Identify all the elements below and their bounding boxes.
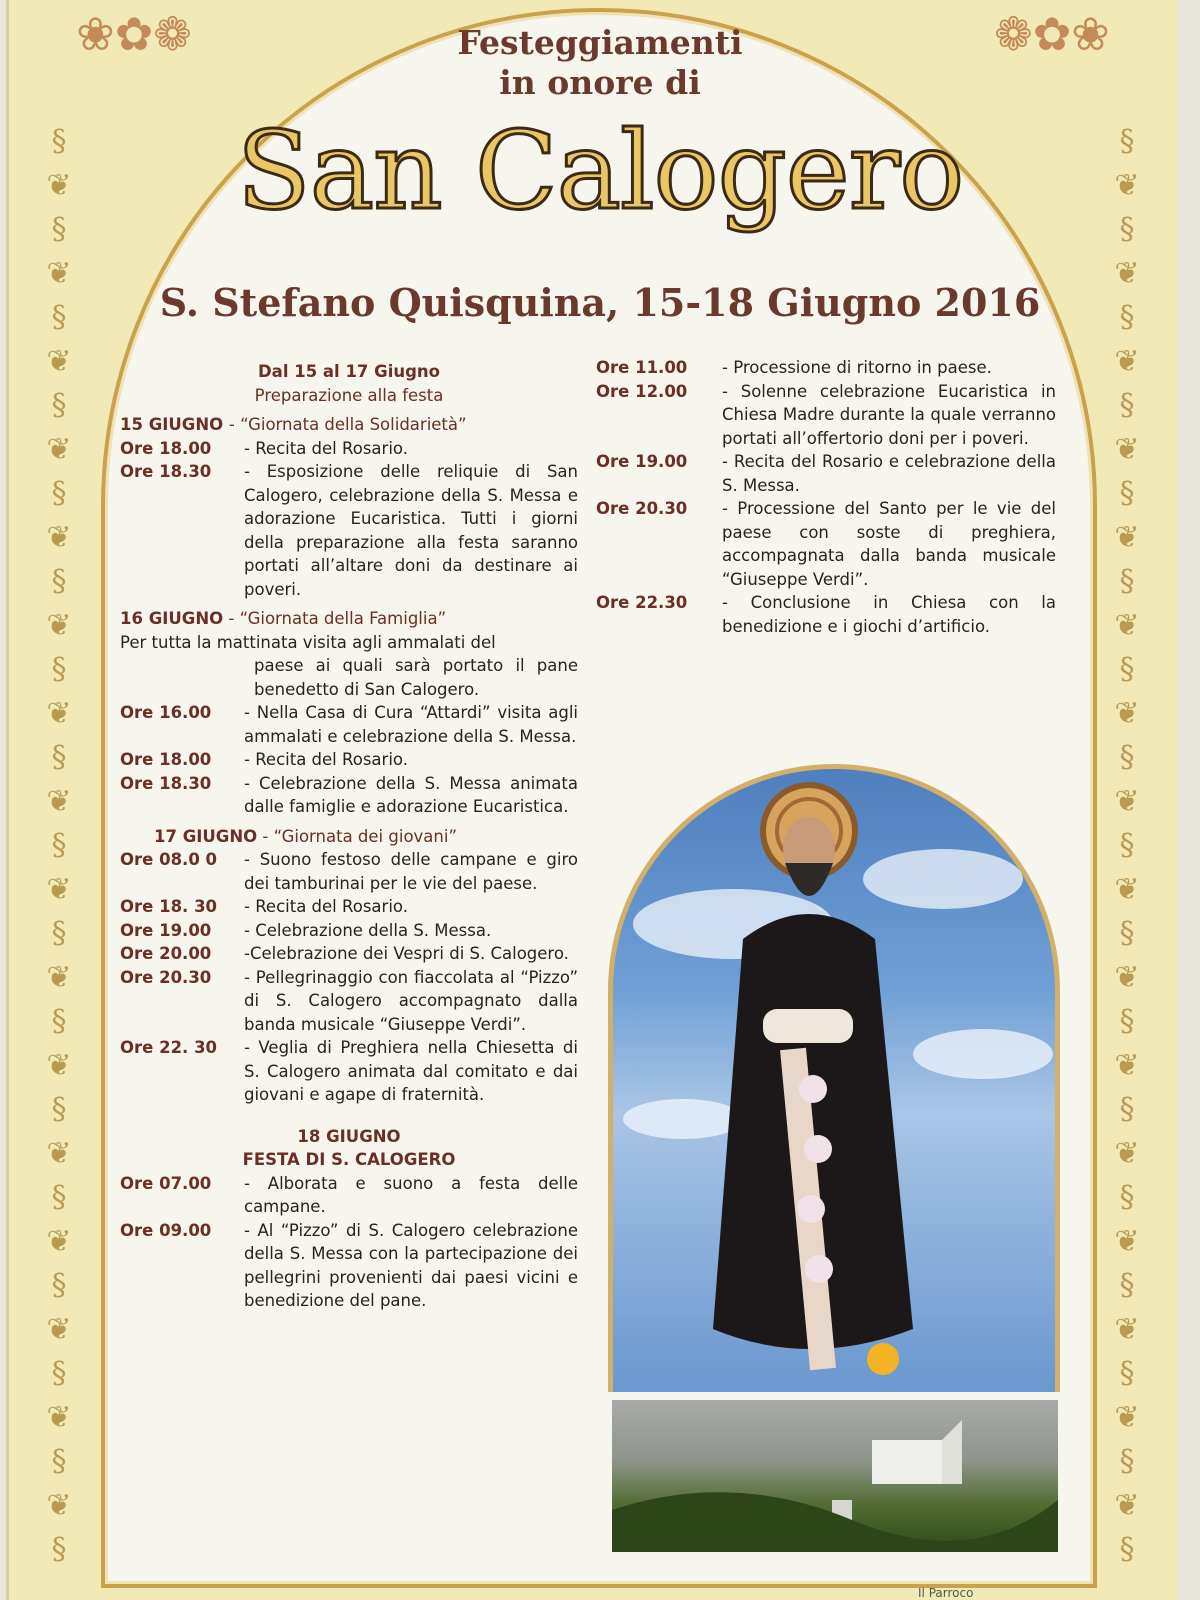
schedule-entry [596, 450, 1056, 497]
entry-time: Ore 18.00 [120, 438, 212, 458]
day16-entries [120, 701, 578, 819]
schedule-entry [120, 460, 578, 601]
entry-time: Ore 19.00 [120, 920, 212, 940]
entry-time: Ore 22. 30 [120, 1038, 218, 1057]
schedule-entry [120, 966, 578, 1037]
day17-entries [120, 848, 578, 1107]
floral-corner-left-icon: ❀✿❁ [76, 7, 192, 61]
entry-text: - Celebrazione della S. Messa. [244, 920, 492, 940]
entry-text: - Recita del Rosario e celebrazione della S. Messa. [722, 452, 1056, 495]
entry-text: - Pellegrinaggio con fiaccolata al “Pizzo” di S. Calogero accompagnato dalla banda musicale “Giuseppe Verdi”. [244, 967, 578, 1034]
entry-time: Ore 20.30 [596, 499, 688, 518]
day-label: 16 GIUGNO [120, 609, 224, 628]
ornament-border-left: § ❦ § ❦ § ❦ § ❦ § ❦ § ❦ § ❦ § ❦ § ❦ § ❦ § ❦ § ❦ § ❦ § ❦ § ❦ § ❦ § [46, 124, 72, 1567]
footer-signature: Il Parroco [918, 1586, 974, 1600]
entry-text: - Recita del Rosario. [244, 750, 408, 769]
location-date: S. Stefano Quisquina, 15-18 Giugno 2016 [159, 280, 1041, 325]
schedule-entry [120, 1219, 578, 1313]
schedule-entry [596, 591, 1056, 638]
floral-corner-right-icon: ❁✿❀ [994, 7, 1110, 61]
intro-title: Dal 15 al 17 Giugno [257, 362, 440, 381]
schedule-entry [120, 772, 578, 819]
day18-continued-entries [596, 356, 1056, 638]
schedule-right-column [596, 356, 1056, 638]
page-title: San Calogero [236, 109, 964, 234]
day-heading [120, 825, 578, 849]
day-name: - “Giornata della Solidarietà” [228, 415, 467, 434]
day16-note-first: Per tutta la mattinata visita agli ammalati del [120, 632, 496, 652]
entry-time: Ore 07.00 [120, 1173, 212, 1193]
schedule-entry [120, 848, 578, 895]
entry-time: Ore 19.00 [596, 452, 688, 471]
saint-statue-icon [613, 769, 1065, 1397]
schedule-entry [596, 356, 1056, 380]
entry-time: Ore 08.0 0 [120, 850, 218, 869]
entry-text: - Nella Casa di Cura “Attardi” visita agli ammalati e celebrazione della S. Messa. [244, 703, 578, 746]
day-name: - “Giornata della Famiglia” [223, 609, 447, 628]
header-line2: in onore di [499, 63, 701, 102]
entry-time: Ore 22.30 [596, 593, 688, 612]
schedule-entry [120, 942, 578, 966]
entry-text: - Alborata e suono a festa delle campane. [244, 1173, 578, 1216]
day18-label: 18 GIUGNO [297, 1126, 401, 1146]
schedule-entry [120, 895, 578, 919]
entry-time: Ore 11.00 [596, 358, 688, 377]
day-name: - “Giornata dei giovani” [257, 826, 458, 846]
day18-entries [120, 1172, 578, 1313]
saint-statue-photo [608, 764, 1060, 1392]
schedule-left-column [120, 360, 578, 1313]
day-label: 17 GIUGNO [154, 826, 258, 846]
entry-time: Ore 09.00 [120, 1220, 212, 1240]
day-heading [120, 607, 578, 631]
schedule-entry [120, 437, 578, 461]
village-landscape-photo [612, 1400, 1058, 1552]
entry-time: Ore 20.30 [120, 967, 212, 987]
schedule-entry [596, 380, 1056, 451]
entry-text: - Conclusione in Chiesa con la benedizione e i giochi d’artificio. [722, 593, 1056, 636]
schedule-entry [120, 1172, 578, 1219]
entry-time: Ore 18.30 [120, 773, 212, 793]
schedule-entry [120, 919, 578, 943]
entry-time: Ore 12.00 [596, 381, 688, 401]
entry-text: - Esposizione delle reliquie di San Calogero, celebrazione della S. Messa e adorazione Eucaristica. Tutti i giorni della preparazione alla festa saranno portati all’altare doni da destinare ai poveri. [244, 462, 578, 599]
schedule-entry [596, 497, 1056, 591]
schedule-entry [120, 701, 578, 748]
entry-text: -Celebrazione dei Vespri di S. Calogero. [244, 944, 569, 963]
entry-time: Ore 20.00 [120, 944, 212, 963]
day15-entries [120, 437, 578, 602]
entry-text: - Recita del Rosario. [244, 438, 408, 458]
schedule-entry [120, 1036, 578, 1107]
schedule-entry [120, 748, 578, 772]
entry-text: - Suono festoso delle campane e giro dei tamburinai per le vie del paese. [244, 850, 578, 893]
day16-note-rest: paese ai quali sarà portato il pane benedetto di San Calogero. [254, 656, 578, 699]
entry-text: - Solenne celebrazione Eucaristica in Chiesa Madre durante la quale verranno portati all’offertorio doni per i poveri. [722, 381, 1056, 448]
header-line1: Festeggiamenti [457, 23, 743, 62]
entry-text: - Celebrazione della S. Messa animata dalle famiglie e adorazione Eucaristica. [244, 773, 578, 816]
entry-time: Ore 16.00 [120, 703, 212, 722]
day-label: 15 GIUGNO [120, 415, 224, 434]
entry-time: Ore 18.00 [120, 750, 212, 769]
day-heading [120, 413, 578, 437]
day18-sub: FESTA DI S. CALOGERO [242, 1150, 456, 1169]
intro-subtitle: Preparazione alla festa [254, 385, 444, 405]
entry-text: - Processione di ritorno in paese. [722, 358, 992, 377]
entry-text: - Processione del Santo per le vie del paese con soste di preghiera, accompagnata dalla banda musicale “Giuseppe Verdi”. [722, 499, 1056, 589]
entry-time: Ore 18.30 [120, 462, 212, 481]
ornament-border-right: § ❦ § ❦ § ❦ § ❦ § ❦ § ❦ § ❦ § ❦ § ❦ § ❦ § ❦ § ❦ § ❦ § ❦ § ❦ § ❦ § [1114, 124, 1140, 1567]
entry-text: - Al “Pizzo” di S. Calogero celebrazione della S. Messa con la partecipazione dei pellegrini provenienti dai paesi vicini e benedizione del pane. [244, 1220, 578, 1310]
entry-text: - Recita del Rosario. [244, 897, 408, 916]
entry-text: - Veglia di Preghiera nella Chiesetta di S. Calogero animata dal comitato e dai giovani e agape di fraternità. [244, 1038, 578, 1104]
entry-time: Ore 18. 30 [120, 897, 218, 916]
